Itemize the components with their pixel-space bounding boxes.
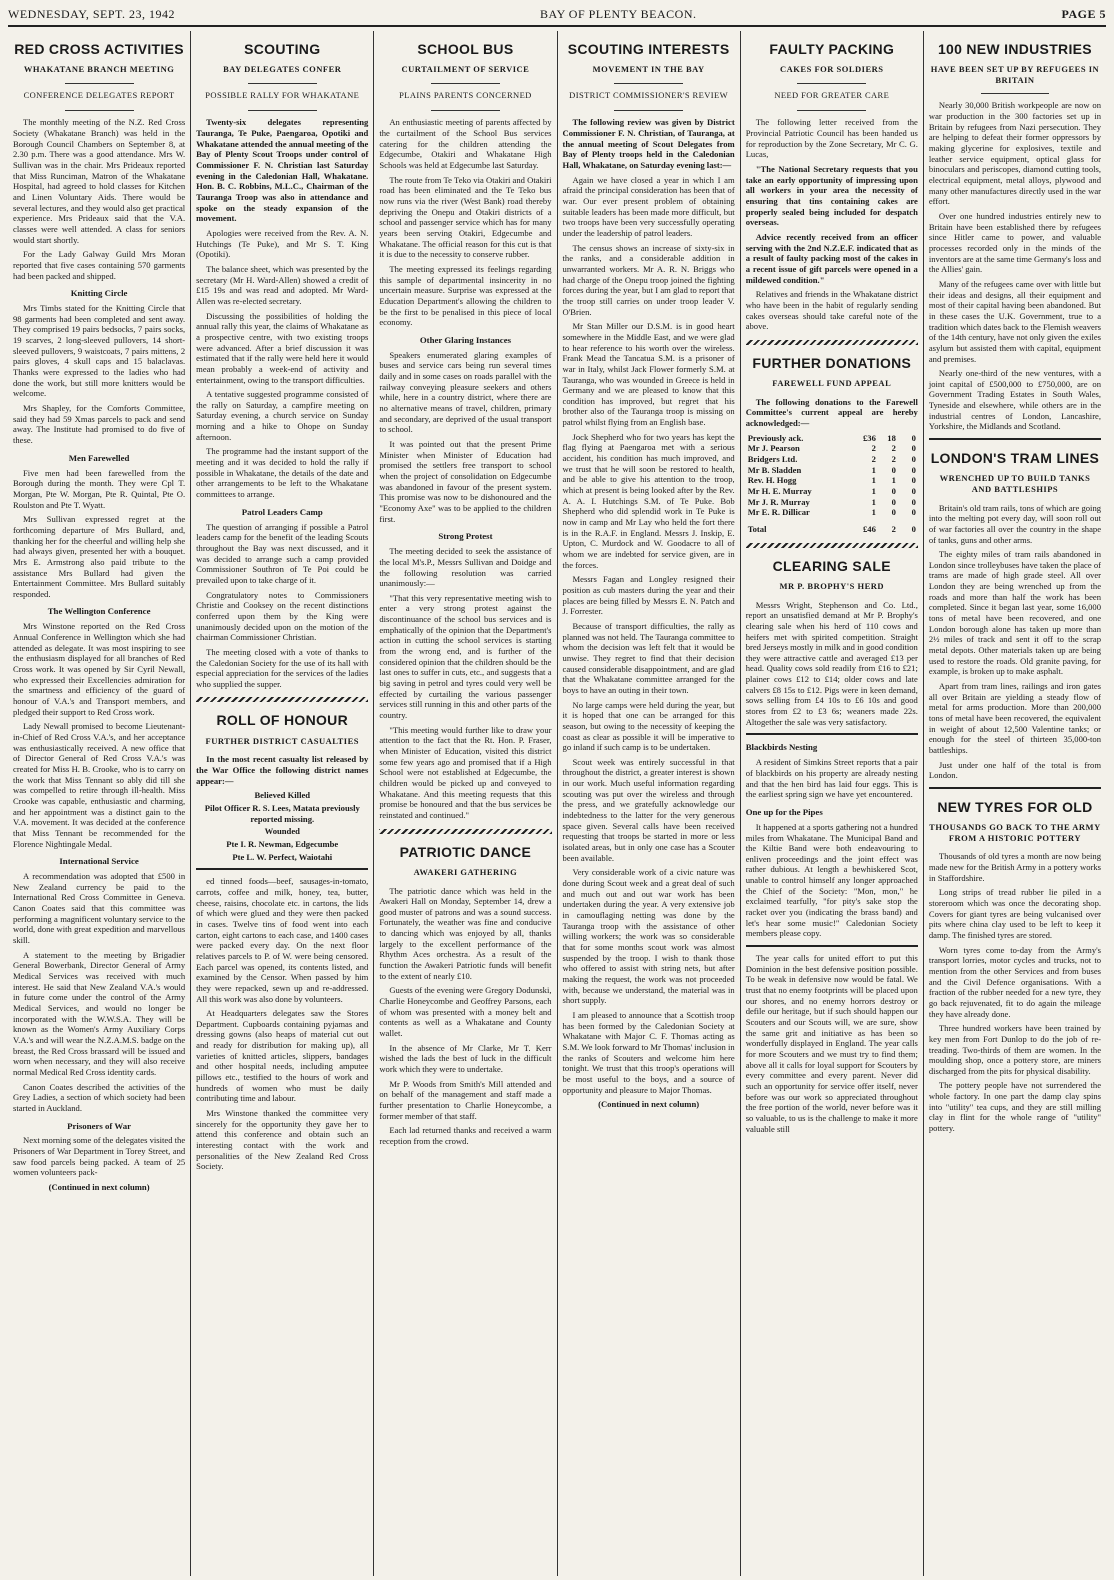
column-5 [740,31,923,1576]
article-paragraph: Lady Newall promised to become Lieutenant-in-Chief of Red Cross V.A.'s, and her acceptance was enthusiastically received. A new office that of Director General of Red Cross V.A.'s was created for Miss H. B. Crooke, who is to carry on the work that Miss Tennant so ably did till she was compelled to retire through ill-health. Miss Crooke was capable, enthusiastic and charming, and her appointment was a distinct gain to the V.A. movement. It was decided at the conference that Miss Tennant be recommended for the Florence Nightingale Medal. [13,721,186,849]
article-lead: The following donations to the Farewell Committee's current appeal are hereby acknowledged:— [745,396,918,429]
amount-pence: 0 [911,464,916,475]
column-2 [190,31,373,1576]
article-paragraph: A recommendation was adopted that £500 in New Zealand currency be paid to the International Red Cross Committee in Geneva. Canon Coates said that this committee was performing a magnificent voluntary service to the world, done with great expedition and marvellous skill. [13,871,186,946]
section-heading: Blackbirds Nesting [745,742,818,753]
article-paragraph: At Headquarters delegates saw the Stores Department. Cupboards containing pyjamas and dressing gowns (also heaps of material cut out and ready for distribution for making up), all varieties of knitted articles, slippers, bandages and other hospital needs, including amputee pillows etc., testified to the hours of work and hundreds of women who must be daily contributing time and labour. [196,1008,369,1104]
amount-pence: 0 [911,507,916,518]
divider [981,93,1050,94]
amount-shillings: 2 [891,454,896,465]
article-paragraph: In the absence of Mr Clarke, Mr T. Kerr wished the lads the best of luck in the difficult work which they were to undertake. [379,1042,552,1074]
section-heading: Strong Protest [438,531,493,542]
tyres-headline: NEW TYRES FOR OLD [937,798,1093,815]
article-paragraph: I am pleased to announce that a Scottish troop has been formed by the Caledonian Society at Whakatane with Major C. F. Thomas acting as S.M. We look forward to Mr Thomas' inclusion in the ranks of Scouters and welcome him here tonight. We trust that this troop's operations will be most useful to the boys, and a source of opportunity and pleasure to Major Thomas. [562,1009,735,1095]
total-shillings: 2 [891,524,896,534]
article-paragraph: Congratulatory notes to Commissioners Christie and Cooksey on the recent distinctions conferred upon them by the King were unanimously decided upon on the motion of the chairman Commissioner Christian. [196,589,369,643]
article-paragraph: Again we have closed a year in which I am afraid the principal consideration has been that of war. Our ever present problem of obtaining suitable leaders has been made more difficult, but two troops have been very successfully operating under the leadership of patrol leaders. [562,174,735,238]
article-paragraph: The meeting closed with a vote of thanks to the Caledonian Society for the use of its hall with especial appreciation for the services of the ladies who supplied the supper. [196,646,369,689]
table-row [746,475,918,486]
amount-shillings: 0 [891,464,896,475]
article-quote: Advice recently received from an officer serving with the 2nd N.Z.E.F. indicated that as a result of faulty packing most of the cakes in a recent issue of gift parcels were opened in a mildewed condition." [745,231,918,285]
donor-name: Mr J. Pearson [747,443,800,454]
amount-pounds: 2 [871,443,876,454]
amount-pounds: 1 [871,496,876,507]
casualty-entry: Pte I. R. Newman, Edgecumbe [226,838,339,849]
wave-divider [379,829,551,834]
article-paragraph: Mrs Sullivan expressed regret at the forthcoming departure of Mrs Bullard, and, thanking her for the cheerful and willing help she had always given, presented her with a bouquet. Mrs E. Armstrong also paid tribute to the assistance Mrs Bullard had given the Entertainment Committee. Mrs Bullard suitably responded. [13,514,186,599]
article-paragraph: It happened at a sports gathering not a hundred miles from Whakatane. The Municipal Band and the Kiltie Band were both endeavouring to enliven proceedings and the joint effect was rather dubious. At length a bewhiskered Scot, unable to control himself any longer approached the Chief of the Society: "Mon, mon," he exclaimed tearfully, "for pity's sake stop the racket over you (indicating the brass band) and let's hear some music!" Caledonian Society members please copy. [745,821,918,939]
article-paragraph: Jock Shepherd who for two years has kept the flag flying at Paengaroa met with a serious accident, his condition has much improved, and we trust that he will soon be restored to health, and be able to give his attention to the troop, which at present is being looked after by the Rev. A. A. I. Hutchings S.M. of Te Puke. Bob Shepherd who did splendid work in Te Puke is now in camp and Mr Lay who held the fort there is in the R.A.F. in England. Messrs J. Inskip, E. Upton, C. Murdock and W. Goodacre to all of whom we are indebted for service given, are in the forces. [562,431,735,570]
wave-divider [746,543,918,548]
article-paragraph: A resident of Simkins Street reports that a pair of blackbirds on his property are already nesting and that the hen bird has laid four eggs. This is the earliest spring sign we have yet encountered. [745,757,918,800]
amount-pounds: 1 [871,486,876,497]
article-lead: Twenty-six delegates representing Tauranga, Te Puke, Paengaroa, Opotiki and Whakatane attended the annual meeting of the Bay of Plenty Scout Troops under control of Commissioner F. N. Christian last Saturday evening in the Caledonian Hall, Whakatane. Hon. B. C. Robbins, M.L.C., Chairman of the Tauranga Troop was also in attendance and spoke on the steady expansion of the movement. [196,117,369,224]
amount-pence: 0 [911,475,916,486]
amount-pounds: 1 [871,464,876,475]
article-paragraph: The question of arranging if possible a Patrol leaders camp for the benefit of the leading Scouts throughout the Bay was next discussed, and it was decided to arrange such a camp provided Commissioner Southron of Te Poi could be prevailed upon to take charge of it. [196,521,369,585]
casualty-entry: Pilot Officer R. S. Lees, Matata previously reported missing. [204,803,360,824]
total-pounds: £46 [862,524,876,534]
amount-shillings: 0 [891,486,896,497]
divider [614,83,683,84]
amount-shillings: 2 [891,443,896,454]
article-paragraph: The monthly meeting of the N.Z. Red Cross Society (Whakatane Branch) was held in the Borough Council Chambers on September 8, at 2.30 p.m. There was a good attendance. Mrs W. Sullivan was in the chair. Mrs Prideaux reported that Miss Runciman, Matron of the Whakatane Hospital, had agreed to hold classes for Kitchen and Linen Voluntary Aids. There would be several lectures, and they would also get practical experience. Mrs Prideaux said that the V.A. classes were well attended. A class for seniors would start shortly. [13,117,186,245]
article-paragraph: Relatives and friends in the Whakatane district who have been in the habit of regularly sending cakes overseas should take careful note of the above. [745,289,918,332]
red-cross-headline: RED CROSS ACTIVITIES [14,41,184,57]
amount-pence: 0 [911,486,916,497]
article-paragraph: An enthusiastic meeting of parents affected by the curtailment of the School Bus services catering for the children attending the Edgecumbe, Otakiri and Whakatane High Schools was held at Edgecumbe last Saturday. [379,117,552,171]
amount-pence: 0 [911,443,916,454]
section-heading: One up for the Pipes [745,806,823,817]
article-paragraph: The programme had the instant support of the meeting and it was decided to hold the rally if possible in Whakatane, the details of the date and other arrangements to be left to the Whakatane committees to arrange. [196,446,369,500]
table-row [746,454,918,465]
article-paragraph: Over one hundred industries entirely new to Britain have been established there by refugees since Hitler came to power, and valuable processes recorded only in the minds of the inventors are at the same time Germany's loss and the Allies' gain. [928,210,1102,275]
article-paragraph: Canon Coates described the activities of the Grey Ladies, a section of which society had been started in Auckland. [13,1081,186,1113]
donor-name: Mr J. R. Murray [747,496,810,507]
amount-pence: 0 [911,432,916,443]
article-paragraph: The pottery people have not surrendered the whole factory. In one part the damp clay spins into "utility" tea cups, and they are still milling clay in flint for the whole range of "utility" pottery. [928,1080,1102,1134]
article-lead: In the most recent casualty list released by the War Office the following district names appear:— [196,754,369,786]
dance-subhead: AWAKERI GATHERING [413,866,518,877]
section-heading: Other Glaring Instances [419,334,512,345]
article-paragraph: The eighty miles of tram rails abandoned in London since trolleybuses have taken the place of trams are made of high grade steel. All over London they are being wrenched up from the roads and more than half the work has been completed. Since it began last year, some 16,000 tons of metal have been recovered, and one London borough alone has taken up more than 2½ miles of track and sent it off to the scrap metal depots. Other materials taken up are being used to restore the roads. Old granite paving, for example, is broken up to make asphalt. [928,549,1102,677]
article-paragraph: It was pointed out that the present Prime Minister when Minister of Education had promised the settlers free transport to school when the project of consolidation on Edgecumbe was abandoned in favour of the present system. This promise was now to be dishonoured and the "Economy Axe" was to be applied to the children first. [379,439,552,524]
dance-headline: PATRIOTIC DANCE [399,843,532,860]
scouting-subhead: BAY DELEGATES CONFER [223,64,342,75]
divider [614,110,683,111]
article-paragraph: Messrs Wright, Stephenson and Co. Ltd., report an unsatisfied demand at Mr P. Brophy's clearing sale when his herd of 110 cows and heifers met with spirited competition. Straight bred Jerseys mostly in milk and in good condition they were attractive cattle and averaged £13 per head. Quality cows sold readily from £16 to £21; plainer cows £12 to £14; older cows and late calvers £8 15s to £12. Pigs were in keen demand, sows selling from £4 10s to £6 10s and good stores from £2 to £3 6s; weaners made 22s. Altogether the sale was very satisfactory. [745,599,918,727]
continued-note: (Continued in next column) [48,1182,150,1193]
amount-pence: 0 [911,454,916,465]
clearing-sale-headline: CLEARING SALE [772,557,891,574]
scouting-subhead-2: POSSIBLE RALLY FOR WHAKATANE [205,89,360,100]
table-row [746,497,918,508]
divider [431,110,500,111]
paper-title: BAY OF PLENTY BEACON. [540,6,697,21]
donations-subhead: FAREWELL FUND APPEAL [772,378,892,389]
honour-headline: ROLL OF HONOUR [216,712,348,729]
donor-name: Mr H. E. Murray [747,486,812,497]
article-paragraph: Long strips of tread rubber lie piled in a storeroom which was once the decorating shop. Covers for giant tyres are being vulcanised over pits where china clay used to be left to keep it damp. The finished tyres are stored. [928,887,1102,940]
school-bus-subhead: CURTAILMENT OF SERVICE [401,64,530,75]
article-paragraph: Britain's old tram rails, tons of which are going into the melting pot every day, will soon roll out of war factories all over the country in the shape of tanks, guns and other arms. [928,502,1102,545]
total-pence: 0 [911,524,916,534]
article-paragraph: The route from Te Teko via Otakiri and Otakiri road has been eliminated and the Te Teko bus now runs via the river (West Bank) road thereby depriving the Onepu and Otakiri districts of a school and passenger service which has for many years been serving Otakiri, Edgecumbe and Whakatane. The official reason for this cut is that it is due to the necessity to conserve rubber. [379,174,552,260]
amount-shillings: 1 [891,475,896,486]
article-paragraph: Nearly 30,000 British workpeople are now on war production in the 300 factories set up in Britain by refugees from Nazi persecution. They are helping to defeat their former oppressors by making glycerine for explosives, textile and leather service equipment, optical glass for binoculars and periscopes, diamond cutting tools, electrical equipment, metal alloys, plywood and many other manufactures directly used in the war effort. [928,100,1102,207]
column-3 [373,31,556,1576]
column-1 [8,31,190,1576]
total-row [746,518,918,535]
section-heading: The Wellington Conference [47,606,151,617]
wave-divider [746,340,918,345]
article-paragraph: Next morning some of the delegates visited the Prisoners of War Department in Torey Street, and saw food parcels being packed. A team of 25 women volunteers pack- [13,1135,186,1178]
article-paragraph: Three hundred workers have been trained by key men from Fort Dunlop to do the job of re-treading. Two-thirds of them are women. In the moulding shop, once a pottery store, are miners discharged from the pits for physical disability. [928,1023,1102,1076]
scouting-headline: SCOUTING [244,41,321,57]
article-paragraph: Mrs Winstone thanked the committee very sincerely for the opportunity they gave her to attend this conference and obtain such an interesting contact with the work and personalities of the New Zealand Red Cross Society. [196,1108,369,1172]
amount-shillings: 0 [891,496,896,507]
section-heading: Men Farewelled [68,452,130,463]
faulty-packing-headline: FAULTY PACKING [769,41,895,57]
amount-pounds: 1 [871,475,876,486]
trams-subhead: WRENCHED UP TO BUILD TANKS AND BATTLESHIPS [939,473,1091,494]
article-paragraph: Because of transport difficulties, the rally as planned was not held. The Tauranga committee to whom the decision was left felt that it would be unwise. They regret to find that their decision caused considerable disappointment, and are glad that the Whakatane committee arranged for the boys to have an outing in their town. [562,620,735,695]
tyres-subhead: THOUSANDS GO BACK TO THE ARMY FROM A HISTORIC POTTERY [929,822,1101,843]
article-paragraph: Apart from tram lines, railings and iron gates all over Britain are yielding a steady flow of metal for arms production. More than 200,000 tons of metal have been recovered, the equivalent in weight of about 12,500 Valentine tanks; or enough for the steel of thirteen 35,000-ton battleships. [928,681,1102,755]
casualty-heading: Believed Killed [254,790,311,801]
divider [248,83,317,84]
divider [196,868,368,870]
article-paragraph: The year calls for united effort to put this Dominion in the best defensive position possible. To be weak in defensive now would be fatal. We trust that no enemy footprints will be placed upon our shores, and no enemy horrors destroy or defile our heritage, but if such should happen our Scouters and our Scouts will, we are sure, show the same grit and initiative as has been so wonderfully displayed in England. The year calls for more Scouters and we must try to find them; above all it calls for loyal support for Scouters by every committee and every parent. Never did such an opportunity for service offer itself, never before was our work so appreciated throughout the free portion of the world, never before was it so valuable, to us is the challenge to make it more valuable still [745,953,918,1134]
school-bus-headline: SCHOOL BUS [417,41,514,57]
article-paragraph: Just under one half of the total is from London. [928,759,1102,781]
column-4 [557,31,740,1576]
table-row [746,433,918,444]
trams-headline: LONDON'S TRAM LINES [930,450,1100,467]
article-paragraph: Five men had been farewelled from the Borough during the month. They were Cpl T. Morgan, Pte W. Morgan, Pte R. Quintal, Pte O. Roulston and Pte T. Wyatt. [13,467,186,510]
issue-date: WEDNESDAY, SEPT. 23, 1942 [8,6,175,21]
donor-name: Mr E. R. Dillicar [747,507,810,518]
page-number: PAGE 5 [1061,6,1106,21]
donor-name: Bridgers Ltd. [747,454,798,465]
article-paragraph: Mr P. Woods from Smith's Mill attended and on behalf of the management and staff made a further presentation to Charlie Honeycombe, a former member of that staff. [379,1078,552,1121]
article-paragraph: Worn tyres come to-day from the Army's transport lorries, motor cycles and trucks, not to mention from the other Services and from buses and the Civil Defence organisations. With a fraction of the rubber needed for a new tyre, they go back rejuvenated, fit to do again the mileage they have already done. [928,944,1102,1019]
table-row [746,443,918,454]
red-cross-subhead-2: CONFERENCE DELEGATES REPORT [23,89,175,100]
article-paragraph: The meeting decided to seek the assistance of the local M's.P., Messrs Sullivan and Doidge and the following resolution was carried unanimously:— [379,546,552,589]
casualty-heading: Wounded [264,826,300,837]
industries-headline: 100 NEW INDUSTRIES [937,41,1092,57]
table-row [746,486,918,497]
honour-subhead: FURTHER DISTRICT CASUALTIES [205,735,359,746]
article-lead: The following review was given by District Commissioner F. N. Christian, of Tauranga, at the annual meeting of Scout Delegates from Bay of Plenty troops held in the Caledonian Hall, Whakatane, on Saturday evening last:— [562,117,735,171]
amount-shillings: 18 [887,432,896,443]
article-paragraph: The census shows an increase of sixty-six in the ranks, and a considerable addition in unwarranted workers. Mr A. R. N. Briggs who had charge of the Onepu troop joined the fighting forces during the year, but I am glad to report that the troop still carries on under troop leader V. O'Brien. [562,242,735,317]
donor-name: Rev. H. Hogg [747,475,797,486]
article-paragraph: The balance sheet, which was presented by the secretary (Mr H. Ward-Allen) showed a credit of £15 19s and was read and adopted. Mr Ward-Allen was re-elected secretary. [196,263,369,306]
divider [929,787,1101,789]
school-bus-subhead-2: PLAINS PARENTS CONCERNED [399,89,532,100]
column-6 [923,31,1106,1576]
clearing-sale-subhead: MR P. BROPHY'S HERD [779,581,885,592]
donations-table [746,433,918,535]
article-paragraph: Discussing the possibilities of holding the annual rally this year, the claims of Whakatane as a prospective centre, with two existing troops were advanced. After a brief discussion it was estimated that if the rally were held here it would mean probably a week-end of activity and entertainment, owing to the transport difficulties. [196,310,369,385]
article-paragraph: Mrs Shapley, for the Comforts Committee, said they had 59 Xmas parcels to pack and send away. The Institute had promised to do five of these. [13,403,186,446]
divider [65,83,134,84]
continued-note: (Continued in next column) [598,1099,700,1110]
amount-pence: 0 [911,496,916,507]
article-paragraph: ed tinned foods—beef, sausages-in-tomato, carrots, coffee and milk, honey, tea, butter, cheese, raisins, chocolate etc. in cartons, the lids of which were glued and they were then packed in cases. Twelve tins of food went into each carton, eight cartons to each case, and 1400 cases were packed every day. On the next floor relatives parcels to P. of W. were being censored. Each parcel was opened, its contents listed, and examined by the Censor. When passed by him they were repacked, sewn up and re-addressed. All this work was also done by volunteers. [196,876,369,1004]
divider [929,438,1101,440]
article-paragraph: No large camps were held during the year, but it is hoped that one can be arranged for this season, but owing to the necessity of keeping the coast as clear as possible it will be imperative to go inland if such camp is to be undertaken. [562,699,735,753]
article-paragraph: Many of the refugees came over with little but their ideas and designs, all their equipment and most of their capital having been abandoned. But in these cases the U.K. Government, true to a tradition which dates back to the Flemish weavers of the 14th century, have not only given the exiles asylum but assisted them with capital, equipment and premises. [928,278,1102,364]
total-label: Total [747,524,767,534]
divider [248,110,317,111]
section-heading: International Service [59,856,139,867]
article-paragraph: "This meeting would further like to draw your attention to the fact that the Rt. Hon. P. Fraser, when Minister of Education, visited this district some few years ago and promised that if a High School were not established at Edgecumbe, the children would be picked up and conveyed to Whakatane. And this meeting requests that this promise be honoured and that the bus services be reinstated and continued." [379,724,552,820]
article-paragraph: For the Lady Galway Guild Mrs Moran reported that five cases containing 570 garments had been packed and shipped. [13,249,186,281]
section-heading: Knitting Circle [70,288,128,299]
scouting-interests-subhead-2: DISTRICT COMMISSIONER'S REVIEW [569,89,729,100]
section-heading: Patrol Leaders Camp [241,506,323,517]
article-paragraph: Each lad returned thanks and received a warm reception from the crowd. [379,1125,552,1146]
wave-divider [196,697,368,702]
donations-headline: FURTHER DONATIONS [752,354,912,371]
article-paragraph: Thousands of old tyres a month are now being made new for the British Army in a pottery works in Staffordshire. [928,851,1102,883]
amount-pounds: £36 [862,432,876,443]
article-paragraph: "That this very representative meeting wish to enter a very strong protest against the discontinuance of the school bus services and is emphatically of the opinion that the Department's action in cutting the school services is starting from the wrong end, and is further of the considered opinion that the children should be the last ones to suffer in cuts, etc., and suggests that a big saving in petrol and tyres could very well be effected by curtailing the various passenger services still running in this and other parts of the country. [379,592,552,721]
article-paragraph: A tentative suggested programme consisted of the rally on Saturday, a campfire meeting on Saturday evening, a church service on Sunday morning and a hike to Ohope on Sunday afternoon. [196,389,369,442]
donor-name: Mr B. Sladden [747,464,802,475]
scouting-interests-headline: SCOUTING INTERESTS [567,41,730,57]
article-paragraph: Mrs Timbs stated for the Knitting Circle that 98 garments had been completed and sent away. They comprised 19 pairs bedsocks, 7 pairs socks, 19 scarves, 2 long-sleeved pullovers, 14 short-sleeved pullovers, 9 waistcoats, 7 pairs mittens, 2 pairs gloves, 4 skull caps and 15 balaclavas. Thanks were expressed to the ladies who had done the work, but still more knitters would be welcome. [13,303,186,399]
columns [8,31,1106,1576]
article-paragraph: Scout week was entirely successful in that throughout the district, a greater interest is shown in our work. Much useful information regarding scouting was put over the wireless and through the press, and we gratefully acknowledge our indebtedness to the latter for the very generous space given. Several calls have been received requesting that troops be started in more or less isolated areas, but in only one case has a Scouter been available. [562,756,735,863]
masthead [8,6,1106,27]
article-paragraph: Messrs Fagan and Longley resigned their position as cub masters during the year and their places are being filled by Messrs E. N. Patch and J. Forrester. [562,574,735,617]
article-paragraph: Apologies were received from the Rev. A. N. Hutchings (Te Puke), and Mr S. T. King (Opotiki). [196,227,369,260]
article-paragraph: A statement to the meeting by Brigadier General Bowerbank, Director General of Army Medical Services was received with much interest. He said that New Zealand V.A.'s would in future come under the control of the Army Medical Services, and would no longer be incorporated with the W.W.S.A. They will be known as the Women's Army Auxiliary Corps V.A.'s and will wear the N.Z.A.M.S. badge on the breast, the Red Cross brassard will be issued and worn when necessary, and they will also receive normal Medical Red Cross identity cards. [13,949,186,1077]
divider [746,733,918,735]
divider [431,83,500,84]
faulty-packing-subhead-2: NEED FOR GREATER CARE [774,89,890,100]
faulty-packing-subhead: CAKES FOR SOLDIERS [780,64,884,75]
table-row [746,465,918,476]
amount-pounds: 2 [871,454,876,465]
section-heading: Prisoners of War [67,1120,132,1131]
red-cross-subhead: WHAKATANE BRANCH MEETING [23,64,175,75]
article-paragraph: Very considerable work of a civic nature was done during Scout week and a great deal of such and much out and out war work has been undertaken during the year. A very extensive job in camouflaging netting was done by the Tauranga troop with the assistance of other willing workers; the work was so considerable that for some months scout work was almost suspended by the troop. I wish to thank those who offered to assist with string nets, but after making the request, the work was not proceeded with, because we understand, the material was in short supply. [562,867,735,1006]
casualty-entry: Pte L. W. Perfect, Waiotahi [232,851,333,862]
amount-pounds: 1 [871,507,876,518]
article-paragraph: Speakers enumerated glaring examples of buses and service cars being run several times daily and in some cases on roads parallel with the railway conveying pleasure seekers and others while, here in a country district, where there are no alternative means of travel, children, primary and secondary, are deprived of the usual transport to school. [379,349,552,435]
industries-subhead: HAVE BEEN SET UP BY REFUGEES IN BRITAIN [930,64,1100,85]
article-paragraph: Guests of the evening were Gregory Dodunski, Charlie Honeycombe and Geoffrey Parsons, each of whom was presented with a money belt and contents as well as a Whakatane and County wallet. [379,985,552,1039]
article-paragraph: The meeting expressed its feelings regarding this sample of departmental insincerity in no uncertain measure. Surprise was expressed at the Education Department's allowing the children to be the first to be penalised in this piece of local economy. [379,263,552,328]
amount-shillings: 0 [891,507,896,518]
article-paragraph: Mr Stan Miller our D.S.M. is in good heart somewhere in the Middle East, and we were glad to hear reference to his worth over the wireless. Frank Mead the Tancatua S.M. is a prisoner of war in Italy, whilst Jack Flower formerly S.M. at Tauranga, who was wounded in Greece is held in Germany and we are pleased to know that this condition has improved, but regret that his brother also of the Tauranga troop is missing on patrol whilst flying from an English base. [562,321,735,428]
divider [65,110,134,111]
scouting-interests-subhead: MOVEMENT IN THE BAY [592,64,705,75]
article-paragraph: The following letter received from the Provincial Patriotic Council has been handed us for reproduction by the Zone Secretary, Mr C. G. Lucas, [745,117,918,160]
divider [797,110,866,111]
article-quote: "The National Secretary requests that you take an early opportunity of impressing upon all workers in your area the necessity of ensuring that tins containing cakes are properly sealed being included for despatch overseas. [745,164,918,228]
article-paragraph: Nearly one-third of the new ventures, with a joint capital of £500,000 to £750,000, are on Government Trading Estates in South Wales, Tyneside and elsewhere, while others are in the industrial centres of London, Lancashire, Yorkshire, the Midlands and Scotland. [928,368,1102,432]
article-paragraph: Mrs Winstone reported on the Red Cross Annual Conference in Wellington which she had attended as delegate. It was most inspiring to see the enthusiasm displayed for all branches of Red Cross work. It was opened by Sir Cyril Newall, who expressed their Excellencies admiration for the smartness and efficiency of the guard of honour of V.A.'s and Transport members, and pledged their support to Red Cross work. [13,621,186,717]
table-row [746,507,918,518]
donor-name: Previously ack. [747,432,804,443]
divider [746,945,918,947]
article-paragraph: The patriotic dance which was held in the Awakeri Hall on Monday, September 14, drew a good muster of patrons and was a sound success. Fortunately, the weather was fine and conducive to dancing which was enjoyed by all, thanks largely to the excellent performance of the Rhythm Aces orchestra. As a result of the function the Awakeri Patriotic funds will benefit to the extent of nearly £10. [379,885,552,981]
divider [797,83,866,84]
